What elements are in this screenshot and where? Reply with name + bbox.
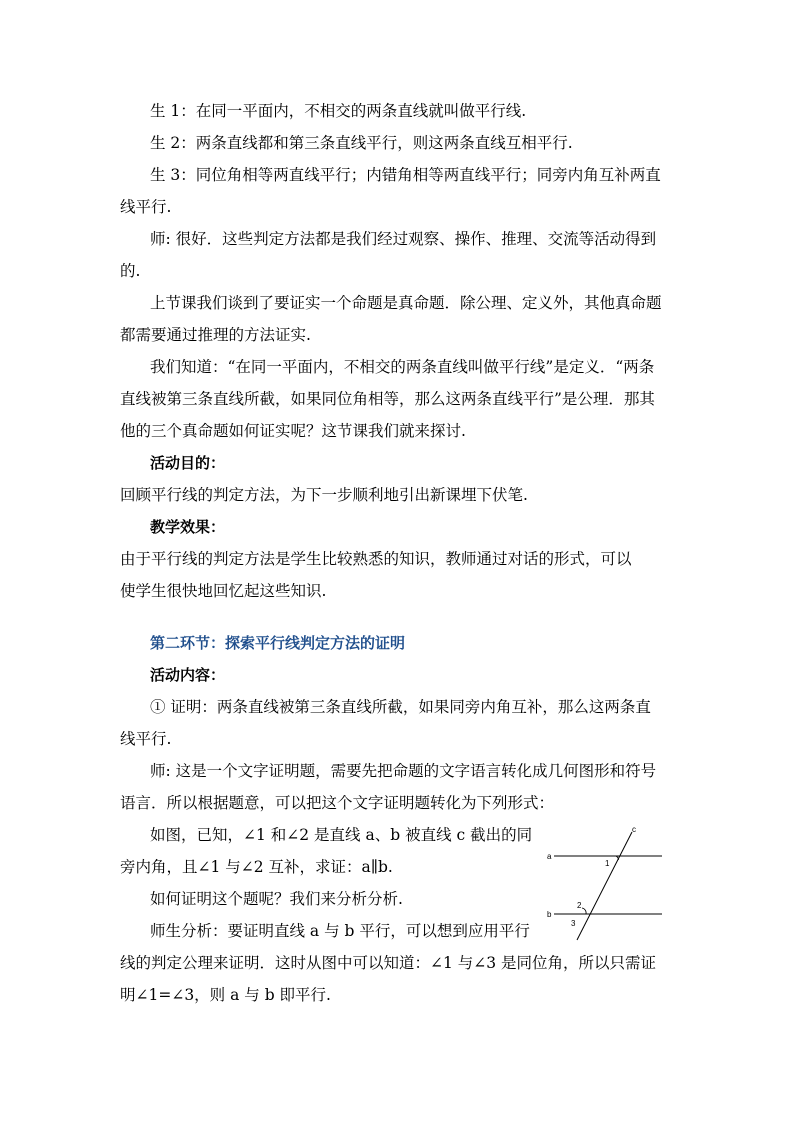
angle-2-label: 2 xyxy=(577,901,582,910)
question-line: 如何证明这个题呢？我们来分析分析. xyxy=(150,890,403,908)
angle-1-label: 1 xyxy=(605,859,610,868)
teaching-effect-line-1: 由于平行线的判定方法是学生比较熟悉的知识，教师通过对话的形式，可以 xyxy=(120,550,632,568)
paragraph-definition-line-3: 他的三个真命题如何证实呢？这节课我们就来探讨. xyxy=(120,422,466,440)
teaching-effect-line-2: 使学生很快地回忆起这些知识. xyxy=(120,582,327,600)
activity-content-label: 活动内容： xyxy=(150,666,226,684)
angle-3-label: 3 xyxy=(571,919,576,928)
angle-2-arc xyxy=(582,908,586,914)
label-a: a xyxy=(547,852,552,861)
paragraph-definition-line-1: 我们知道：“在同一平面内，不相交的两条直线叫做平行线”是定义．“两条 xyxy=(150,358,655,376)
analysis-line-2: 线的判定公理来证明．这时从图中可以知道：∠1 与∠3 是同位角，所以只需证 xyxy=(120,954,657,972)
paragraph-student-3-line-2: 线平行. xyxy=(120,198,172,216)
proof-statement-line-2: 线平行. xyxy=(120,730,172,748)
paragraph-teacher-1-line-2: 的. xyxy=(120,262,141,280)
line-c xyxy=(577,832,632,940)
angle-1-arc xyxy=(616,856,619,860)
section-2-heading: 第二环节：探索平行线判定方法的证明 xyxy=(150,634,406,652)
teaching-effect-label: 教学效果： xyxy=(150,518,226,536)
analysis-line-3: 明∠1=∠3，则 a 与 b 即平行. xyxy=(120,986,331,1004)
paragraph-proof-intro-line-1: 上节课我们谈到了要证实一个命题是真命题．除公理、定义外，其他真命题 xyxy=(150,294,662,312)
paragraph-student-1: 生 1：在同一平面内，不相交的两条直线就叫做平行线. xyxy=(150,102,527,120)
activity-goal-text: 回顾平行线的判定方法，为下一步顺利地引出新课埋下伏笔. xyxy=(120,486,528,504)
given-line-1: 如图，已知，∠1 和∠2 是直线 a、b 被直线 c 截出的同 xyxy=(150,826,533,844)
paragraph-student-3-line-1: 生 3：同位角相等两直线平行；内错角相等两直线平行；同旁内角互补两直 xyxy=(150,166,661,184)
label-c: c xyxy=(632,825,636,834)
label-b: b xyxy=(547,910,552,919)
parallel-lines-figure xyxy=(540,822,670,950)
paragraph-student-2: 生 2：两条直线都和第三条直线平行，则这两条直线互相平行. xyxy=(150,134,573,152)
paragraph-teacher-2-line-1: 师: 这是一个文字证明题，需要先把命题的文字语言转化成几何图形和符号 xyxy=(150,762,657,780)
analysis-line-1: 师生分析：要证明直线 a 与 b 平行，可以想到应用平行 xyxy=(150,922,530,940)
paragraph-definition-line-2: 直线被第三条直线所截，如果同位角相等，那么这两条直线平行”是公理．那其 xyxy=(120,390,655,408)
given-line-2: 旁内角，且∠1 与∠2 互补，求证：a∥b. xyxy=(120,858,393,876)
paragraph-proof-intro-line-2: 都需要通过推理的方法证实. xyxy=(120,326,311,344)
proof-statement-line-1: ① 证明：两条直线被第三条直线所截，如果同旁内角互补，那么这两条直 xyxy=(150,698,651,716)
paragraph-teacher-1-line-1: 师: 很好．这些判定方法都是我们经过观察、操作、推理、交流等活动得到 xyxy=(150,230,657,248)
paragraph-teacher-2-line-2: 语言．所以根据题意，可以把这个文字证明题转化为下列形式： xyxy=(120,794,555,812)
activity-goal-label: 活动目的： xyxy=(150,454,226,472)
